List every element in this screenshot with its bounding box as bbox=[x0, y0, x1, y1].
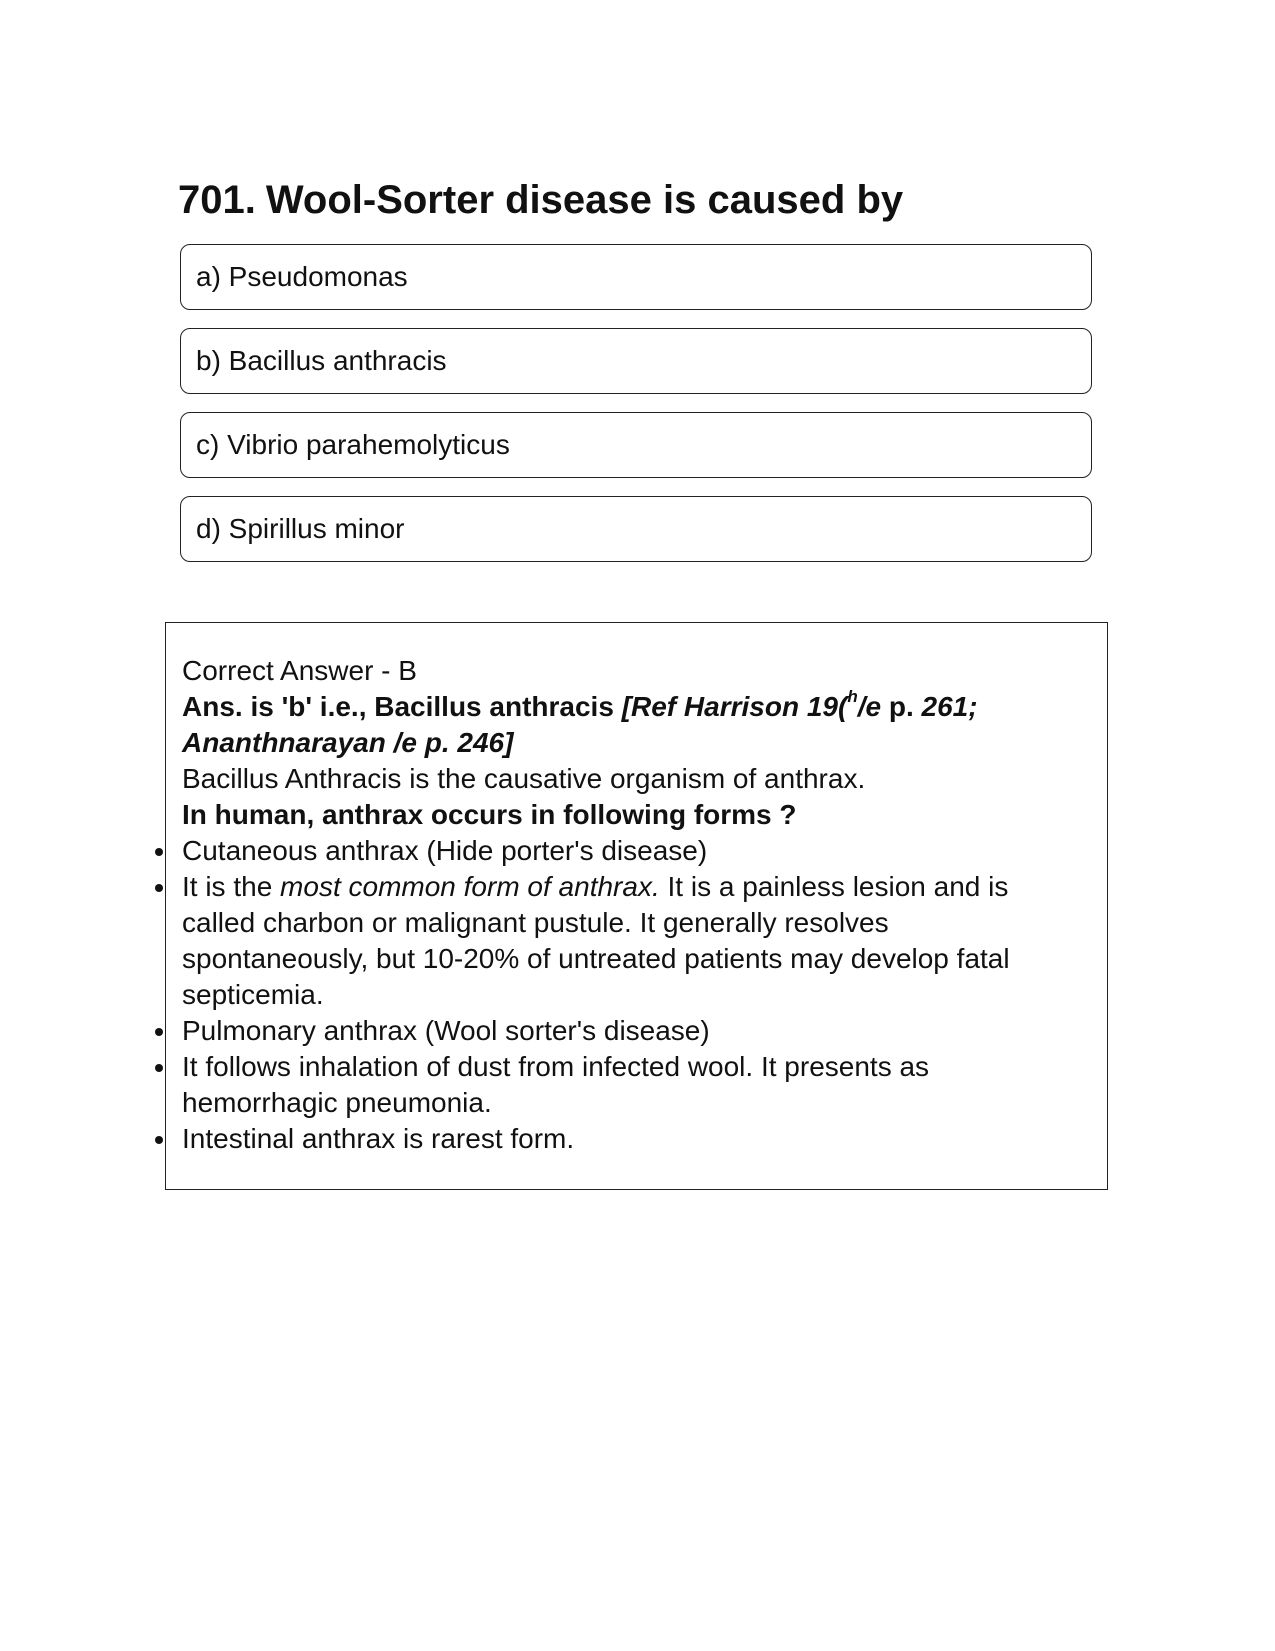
bullet2-italic: most common form of anthrax. bbox=[280, 871, 660, 902]
option-b[interactable] bbox=[180, 328, 1092, 394]
bullet2-line3: spontaneously, but 10-20% of untreated patients may develop fatal bbox=[182, 943, 1010, 974]
forms-heading: In human, anthrax occurs in following forms ? bbox=[182, 799, 797, 830]
option-a-label: a) Pseudomonas bbox=[196, 261, 408, 292]
reference-part-4: 261; bbox=[913, 691, 978, 722]
question-title bbox=[178, 176, 903, 224]
reference-part-2: /e bbox=[857, 691, 882, 722]
bullet-intestinal: Intestinal anthrax is rarest form. bbox=[182, 1121, 1082, 1157]
reference-superscript: h bbox=[847, 687, 858, 706]
option-d[interactable] bbox=[180, 496, 1092, 562]
bullet2-line4: septicemia. bbox=[182, 979, 324, 1010]
bullet4-line2: hemorrhagic pneumonia. bbox=[182, 1087, 492, 1118]
answer-explanation-box bbox=[165, 622, 1108, 1190]
option-b-label: b) Bacillus anthracis bbox=[196, 345, 447, 376]
bullet2-line1-post: It is a painless lesion and is bbox=[659, 871, 1009, 902]
reference-part-3: p. bbox=[881, 691, 914, 722]
question-number: 701. bbox=[178, 178, 256, 222]
bullet-pulmonary: Pulmonary anthrax (Wool sorter's disease) bbox=[182, 1013, 1082, 1049]
intro-line: Bacillus Anthracis is the causative organism of anthrax. bbox=[182, 763, 866, 794]
option-c[interactable] bbox=[180, 412, 1092, 478]
bullet2-pre: It is the bbox=[182, 871, 281, 902]
option-d-label: d) Spirillus minor bbox=[196, 513, 405, 544]
reference-line-2: Ananthnarayan /e p. 246] bbox=[182, 727, 514, 758]
question-text: Wool-Sorter disease is caused by bbox=[265, 178, 904, 222]
bullet-pulmonary-detail: It follows inhalation of dust from infected wool. It presents as bbox=[182, 1049, 1082, 1085]
answer-content bbox=[182, 653, 1082, 1157]
answer-reference-line bbox=[182, 689, 1082, 725]
bullet-cutaneous-detail bbox=[182, 869, 1082, 905]
correct-answer-line: Correct Answer - B bbox=[182, 655, 417, 686]
reference-part-1: [Ref Harrison 19( bbox=[621, 691, 848, 722]
option-c-label: c) Vibrio parahemolyticus bbox=[196, 429, 510, 460]
option-a[interactable] bbox=[180, 244, 1092, 310]
bullet-cutaneous: Cutaneous anthrax (Hide porter's disease) bbox=[182, 833, 1082, 869]
bullet2-line2: called charbon or malignant pustule. It generally resolves bbox=[182, 907, 889, 938]
answer-bold: Ans. is 'b' i.e., Bacillus anthracis bbox=[182, 691, 622, 722]
